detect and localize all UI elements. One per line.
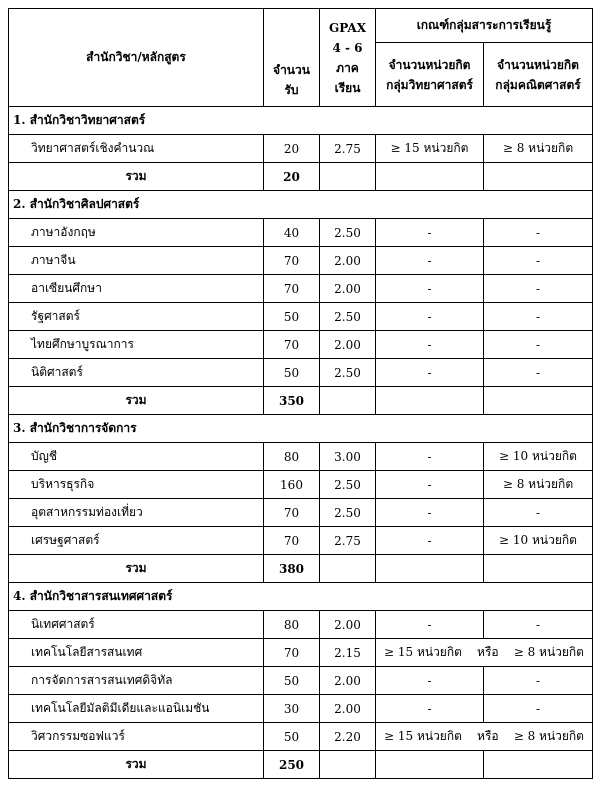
table-row	[9, 723, 593, 751]
or-label: หรือ	[477, 729, 499, 743]
capacity-value: 70	[264, 275, 320, 303]
gpax-value: 2.50	[320, 303, 376, 331]
math-credit-value: -	[484, 247, 593, 275]
math-credit-value: -	[484, 611, 593, 639]
science-credit-value: ≥ 15 หน่วยกิต	[376, 135, 484, 163]
program-name: เทคโนโลยีมัลติมีเดียและแอนิเมชัน	[9, 695, 264, 723]
capacity-value: 70	[264, 499, 320, 527]
total-label: รวม	[9, 555, 264, 583]
gpax-value: 2.00	[320, 667, 376, 695]
capacity-value: 30	[264, 695, 320, 723]
program-name: บัญชี	[9, 443, 264, 471]
admission-table	[8, 8, 593, 779]
science-credit-value: -	[376, 471, 484, 499]
gpax-value: 2.75	[320, 135, 376, 163]
science-credit-value: ≥ 15 หน่วยกิต	[384, 729, 462, 743]
empty-cell	[320, 163, 376, 191]
science-credit-value: -	[376, 303, 484, 331]
capacity-value: 50	[264, 303, 320, 331]
program-name: ไทยศึกษาบูรณาการ	[9, 331, 264, 359]
science-credit-value: -	[376, 443, 484, 471]
total-value: 380	[264, 555, 320, 583]
math-credit-value: ≥ 10 หน่วยกิต	[484, 527, 593, 555]
math-credit-value: -	[484, 219, 593, 247]
combined-criteria	[376, 639, 593, 667]
table-row	[9, 611, 593, 639]
capacity-value: 20	[264, 135, 320, 163]
math-credit-value: ≥ 8 หน่วยกิต	[484, 471, 593, 499]
math-credit-value: -	[484, 275, 593, 303]
table-row	[9, 499, 593, 527]
capacity-value: 70	[264, 527, 320, 555]
gpax-value: 2.50	[320, 499, 376, 527]
empty-cell	[484, 387, 593, 415]
header-faculty: สำนักวิชา/หลักสูตร	[9, 9, 264, 107]
math-credit-value: ≥ 10 หน่วยกิต	[484, 443, 593, 471]
capacity-value: 50	[264, 359, 320, 387]
section-title: 1. สำนักวิชาวิทยาศาสตร์	[9, 107, 593, 135]
section-title: 2. สำนักวิชาศิลปศาสตร์	[9, 191, 593, 219]
capacity-value: 80	[264, 611, 320, 639]
empty-cell	[376, 387, 484, 415]
total-value: 350	[264, 387, 320, 415]
program-name: วิทยาศาสตร์เชิงคำนวณ	[9, 135, 264, 163]
program-name: บริหารธุรกิจ	[9, 471, 264, 499]
math-credit-value: -	[484, 359, 593, 387]
empty-cell	[484, 555, 593, 583]
program-name: ภาษาอังกฤษ	[9, 219, 264, 247]
header-science-credits: จำนวนหน่วยกิต กลุ่มวิทยาศาสตร์	[376, 43, 484, 107]
total-row	[9, 163, 593, 191]
program-name: นิเทศศาสตร์	[9, 611, 264, 639]
table-row	[9, 527, 593, 555]
science-credit-value: -	[376, 331, 484, 359]
empty-cell	[320, 555, 376, 583]
gpax-value: 2.75	[320, 527, 376, 555]
or-label: หรือ	[477, 645, 499, 659]
science-credit-value: -	[376, 219, 484, 247]
math-credit-value: -	[484, 331, 593, 359]
table-row	[9, 331, 593, 359]
table-row	[9, 639, 593, 667]
section-row	[9, 191, 593, 219]
science-credit-value: -	[376, 499, 484, 527]
total-row	[9, 751, 593, 779]
table-row	[9, 135, 593, 163]
math-credit-value: -	[484, 667, 593, 695]
math-credit-value: -	[484, 303, 593, 331]
gpax-value: 2.00	[320, 275, 376, 303]
total-value: 250	[264, 751, 320, 779]
gpax-value: 2.50	[320, 219, 376, 247]
table-row	[9, 275, 593, 303]
table-row	[9, 667, 593, 695]
gpax-value: 2.00	[320, 695, 376, 723]
program-name: อุตสาหกรรมท่องเที่ยว	[9, 499, 264, 527]
total-label: รวม	[9, 387, 264, 415]
science-credit-value: ≥ 15 หน่วยกิต	[384, 645, 462, 659]
combined-criteria	[376, 723, 593, 751]
capacity-value: 70	[264, 639, 320, 667]
gpax-value: 2.00	[320, 611, 376, 639]
empty-cell	[320, 387, 376, 415]
empty-cell	[376, 751, 484, 779]
capacity-value: 50	[264, 723, 320, 751]
math-credit-value: ≥ 8 หน่วยกิต	[513, 645, 584, 659]
capacity-value: 40	[264, 219, 320, 247]
program-name: เศรษฐศาสตร์	[9, 527, 264, 555]
header-math-credits: จำนวนหน่วยกิต กลุ่มคณิตศาสตร์	[484, 43, 593, 107]
gpax-value: 2.50	[320, 471, 376, 499]
science-credit-value: -	[376, 667, 484, 695]
section-title: 4. สำนักวิชาสารสนเทศศาสตร์	[9, 583, 593, 611]
program-name: นิติศาสตร์	[9, 359, 264, 387]
total-label: รวม	[9, 751, 264, 779]
empty-cell	[484, 751, 593, 779]
math-credit-value: ≥ 8 หน่วยกิต	[484, 135, 593, 163]
header-criteria: เกณฑ์กลุ่มสาระการเรียนรู้	[376, 9, 593, 43]
total-label: รวม	[9, 163, 264, 191]
table-row	[9, 359, 593, 387]
program-name: เทคโนโลยีสารสนเทศ	[9, 639, 264, 667]
section-row	[9, 415, 593, 443]
total-row	[9, 555, 593, 583]
capacity-value: 50	[264, 667, 320, 695]
math-credit-value: ≥ 8 หน่วยกิต	[513, 729, 584, 743]
section-title: 3. สำนักวิชาการจัดการ	[9, 415, 593, 443]
capacity-value: 70	[264, 247, 320, 275]
empty-cell	[376, 555, 484, 583]
program-name: การจัดการสารสนเทศดิจิทัล	[9, 667, 264, 695]
gpax-value: 2.50	[320, 359, 376, 387]
gpax-value: 2.20	[320, 723, 376, 751]
empty-cell	[484, 163, 593, 191]
table-row	[9, 443, 593, 471]
program-name: รัฐศาสตร์	[9, 303, 264, 331]
program-name: ภาษาจีน	[9, 247, 264, 275]
math-credit-value: -	[484, 499, 593, 527]
science-credit-value: -	[376, 695, 484, 723]
empty-cell	[376, 163, 484, 191]
capacity-value: 80	[264, 443, 320, 471]
table-row	[9, 471, 593, 499]
table-row	[9, 219, 593, 247]
science-credit-value: -	[376, 611, 484, 639]
gpax-value: 2.15	[320, 639, 376, 667]
math-credit-value: -	[484, 695, 593, 723]
science-credit-value: -	[376, 247, 484, 275]
header-gpax: GPAX 4 - 6 ภาค เรียน	[320, 9, 376, 107]
total-value: 20	[264, 163, 320, 191]
table-body	[9, 107, 593, 779]
table-row	[9, 247, 593, 275]
header-capacity: จำนวน รับ	[264, 9, 320, 107]
science-credit-value: -	[376, 527, 484, 555]
gpax-value: 3.00	[320, 443, 376, 471]
section-row	[9, 107, 593, 135]
capacity-value: 70	[264, 331, 320, 359]
table-row	[9, 695, 593, 723]
total-row	[9, 387, 593, 415]
capacity-value: 160	[264, 471, 320, 499]
gpax-value: 2.00	[320, 331, 376, 359]
gpax-value: 2.00	[320, 247, 376, 275]
section-row	[9, 583, 593, 611]
program-name: วิศวกรรมซอฟแวร์	[9, 723, 264, 751]
empty-cell	[320, 751, 376, 779]
science-credit-value: -	[376, 359, 484, 387]
program-name: อาเซียนศึกษา	[9, 275, 264, 303]
table-row	[9, 303, 593, 331]
science-credit-value: -	[376, 275, 484, 303]
